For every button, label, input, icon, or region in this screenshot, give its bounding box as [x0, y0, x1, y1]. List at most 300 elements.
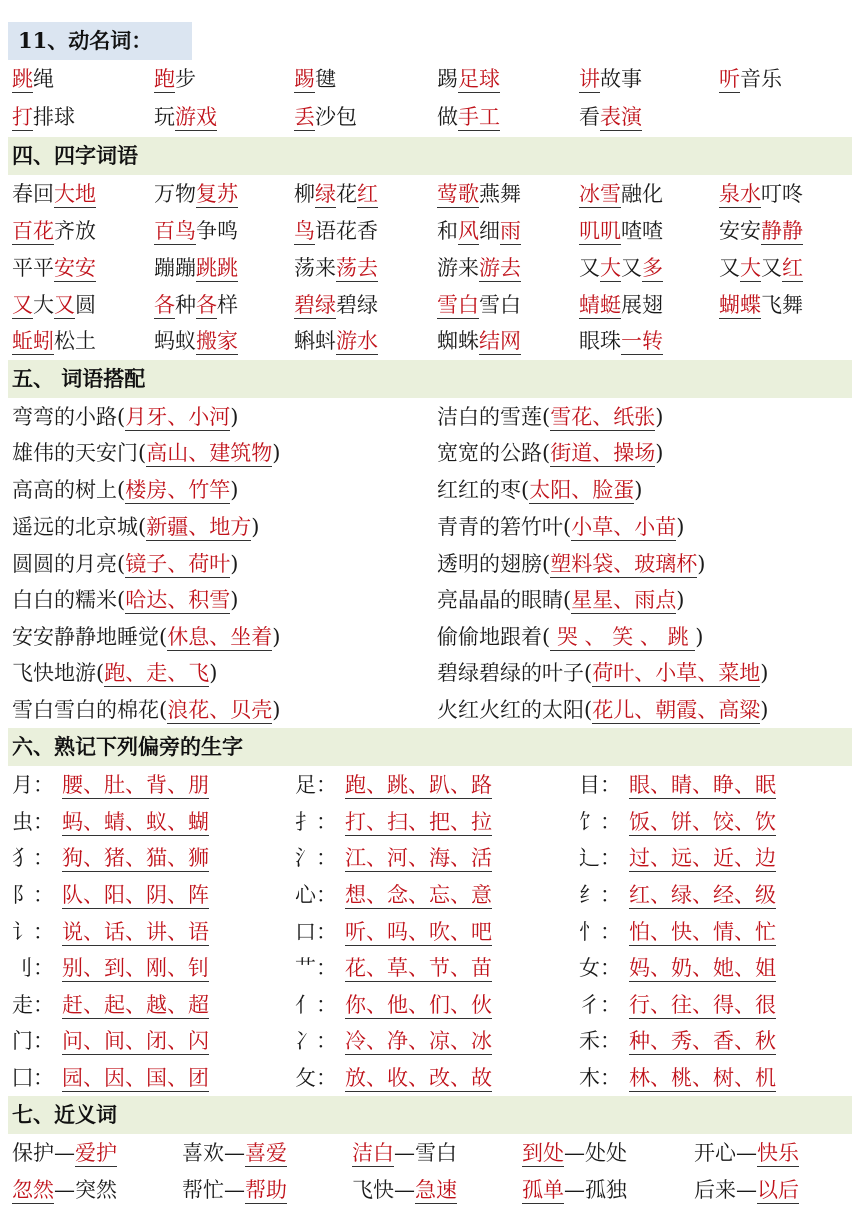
collocation-item [437, 510, 684, 544]
answer-text: 风 [458, 219, 479, 243]
radical-item [295, 1061, 492, 1095]
radical-item [579, 951, 776, 985]
radical-characters: 说、话、讲、语 [62, 920, 209, 944]
radical-row [12, 988, 852, 1024]
answer-text: 搬家 [196, 329, 238, 353]
given-text: 雪白 [415, 1141, 457, 1165]
close-paren: ) [655, 441, 664, 465]
word-item [719, 177, 803, 211]
collocation-answer: 月牙、小河 [125, 405, 231, 429]
answer-text: 大地 [54, 182, 96, 206]
answer-text: 安安 [54, 256, 96, 280]
word-item [154, 62, 196, 96]
radical-characters: 腰、肚、背、朋 [62, 773, 209, 797]
word-item [294, 214, 378, 248]
radical-row [12, 951, 852, 987]
word-item [719, 214, 803, 248]
word-item [12, 214, 96, 248]
given-text: 步 [175, 67, 196, 91]
given-text: 碧绿 [336, 293, 378, 317]
collocation-row [12, 510, 852, 546]
answer-text: 喜爱 [245, 1141, 287, 1165]
collocation-phrase: 亮晶晶的眼睛 [437, 588, 563, 612]
collocation-item [437, 693, 768, 727]
answer-text: 表演 [600, 105, 642, 129]
word-item [719, 251, 803, 285]
given-text: 毽 [315, 67, 336, 91]
collocation-answer: 星星、雨点 [571, 588, 677, 612]
radical-label: 口： [295, 920, 337, 944]
close-paren: ) [676, 588, 685, 612]
collocation-answer: 哈达、积雪 [125, 588, 231, 612]
word-item [352, 1173, 457, 1207]
collocation-answer: 高山、建筑物 [146, 441, 273, 465]
answer-text: 又 [54, 293, 75, 317]
answer-text: 跳跳 [196, 256, 238, 280]
radical-row [12, 915, 852, 951]
given-text: 飞快 [352, 1178, 394, 1202]
open-paren: ( [542, 405, 551, 429]
radical-characters: 跑、跳、趴、路 [345, 773, 492, 797]
given-text: 突然 [75, 1178, 117, 1202]
answer-text: 手工 [458, 105, 500, 129]
collocation-item [12, 510, 259, 544]
collocation-answer: 哭 、 笑 、 跳 [550, 625, 696, 649]
open-paren: ( [584, 661, 593, 685]
radical-item [295, 1024, 492, 1058]
radical-item [12, 1061, 209, 1095]
radical-label: 亻： [295, 993, 337, 1017]
word-item [182, 1173, 287, 1207]
radical-label: 囗： [12, 1066, 54, 1090]
collocation-phrase: 安安静静地睡觉 [12, 625, 159, 649]
answer-text: 讲 [579, 67, 600, 91]
given-text: 眼珠 [579, 329, 621, 353]
collocation-item [12, 436, 280, 470]
collocation-item [437, 400, 663, 434]
radical-characters: 放、收、改、故 [345, 1066, 492, 1090]
open-paren: ( [117, 478, 126, 502]
collocation-row [12, 693, 852, 729]
word-item [579, 251, 663, 285]
radical-characters: 冷、净、凉、冰 [345, 1029, 492, 1053]
given-text: 燕舞 [479, 182, 521, 206]
answer-text: 泉水 [719, 182, 761, 206]
open-paren: ( [117, 552, 126, 576]
answer-text: 足球 [458, 67, 500, 91]
word-item [12, 324, 96, 358]
word-item [154, 214, 238, 248]
word-item [437, 100, 500, 134]
given-text: 孤独 [585, 1178, 627, 1202]
radical-item [295, 915, 492, 949]
word-row [12, 62, 852, 98]
given-text: — [54, 1141, 75, 1165]
answer-text: 打 [12, 105, 33, 129]
close-paren: ) [760, 661, 769, 685]
radical-item [579, 915, 776, 949]
given-text: — [736, 1178, 757, 1202]
open-paren: ( [96, 661, 105, 685]
close-paren: ) [760, 698, 769, 722]
word-row [12, 288, 852, 324]
given-text: 飞舞 [761, 293, 803, 317]
word-row [12, 214, 852, 250]
word-item [579, 177, 663, 211]
given-text: 齐放 [54, 219, 96, 243]
radical-label: 刂： [12, 956, 54, 980]
given-text: 争鸣 [196, 219, 238, 243]
word-item [719, 288, 803, 322]
answer-text: 踢 [294, 67, 315, 91]
given-text: 细 [479, 219, 500, 243]
open-paren: ( [542, 625, 551, 649]
word-item [522, 1173, 627, 1207]
radical-item [12, 1024, 209, 1058]
answer-text: 急速 [415, 1178, 457, 1202]
given-text: — [394, 1178, 415, 1202]
collocation-answer: 塑料袋、玻璃杯 [550, 552, 698, 576]
collocation-answer: 浪花、贝壳 [167, 698, 273, 722]
word-item [294, 288, 378, 322]
close-paren: ) [230, 552, 239, 576]
collocation-item [437, 436, 663, 470]
collocation-row [12, 656, 852, 692]
given-text: 又 [719, 256, 740, 280]
radical-row [12, 768, 852, 804]
radical-item [295, 988, 492, 1022]
answer-text: 丢 [294, 105, 315, 129]
radical-item [12, 915, 209, 949]
collocation-answer: 新疆、地方 [146, 515, 252, 539]
given-text: 绳 [33, 67, 54, 91]
collocation-answer: 休息、坐着 [167, 625, 273, 649]
radical-characters: 妈、奶、她、姐 [629, 956, 776, 980]
section-heading-radicals: 六、熟记下列偏旁的生字 [8, 728, 852, 766]
collocation-row [12, 436, 852, 472]
radical-label: 女： [579, 956, 621, 980]
collocation-row [12, 473, 852, 509]
answer-text: 到处 [522, 1141, 564, 1165]
collocation-answer: 花儿、朝霞、高粱 [592, 698, 761, 722]
given-text: 又 [621, 256, 642, 280]
radical-item [579, 1061, 776, 1095]
answer-text: 孤单 [522, 1178, 564, 1202]
given-text: — [736, 1141, 757, 1165]
given-text: — [394, 1141, 415, 1165]
answer-text: 荡去 [336, 256, 378, 280]
close-paren: ) [230, 588, 239, 612]
collocation-item [437, 583, 684, 617]
given-text: 种 [175, 293, 196, 317]
radical-row [12, 805, 852, 841]
collocation-item [12, 473, 238, 507]
given-text: — [564, 1178, 585, 1202]
answer-text: 忽然 [12, 1178, 54, 1202]
word-row [12, 1173, 852, 1209]
word-item [294, 62, 336, 96]
word-item [437, 251, 521, 285]
word-item [182, 1136, 287, 1170]
collocation-item [12, 656, 217, 690]
radical-characters: 饭、饼、饺、饮 [629, 810, 776, 834]
given-text: 柳 [294, 182, 315, 206]
answer-text: 又 [12, 293, 33, 317]
collocation-phrase: 飞快地游 [12, 661, 96, 685]
open-paren: ( [117, 405, 126, 429]
radical-item [12, 841, 209, 875]
given-text: 排球 [33, 105, 75, 129]
radical-label: 艹： [295, 956, 337, 980]
collocation-phrase: 雄伟的天安门 [12, 441, 138, 465]
collocation-answer: 荷叶、小草、菜地 [592, 661, 761, 685]
given-text: 故事 [600, 67, 642, 91]
radical-characters: 眼、睛、睁、眠 [629, 773, 776, 797]
given-text: 松土 [54, 329, 96, 353]
given-text: 和 [437, 219, 458, 243]
given-text: 叮咚 [761, 182, 803, 206]
section-heading-dongmingci: 11、动名词： [8, 22, 192, 60]
answer-text: 百花 [12, 219, 54, 243]
given-text: 音乐 [740, 67, 782, 91]
collocation-answer: 小草、小苗 [571, 515, 677, 539]
radical-label: 忄： [579, 920, 621, 944]
given-text: 雪白 [479, 293, 521, 317]
radical-label: 辶： [579, 846, 621, 870]
word-item [579, 324, 663, 358]
close-paren: ) [272, 698, 281, 722]
radical-characters: 别、到、刚、钊 [62, 956, 209, 980]
radical-item [12, 768, 209, 802]
radical-label: 扌： [295, 810, 337, 834]
radical-item [295, 878, 492, 912]
given-text: 万物 [154, 182, 196, 206]
collocation-item [437, 620, 703, 654]
close-paren: ) [272, 441, 281, 465]
close-paren: ) [695, 625, 704, 649]
given-text: 蜘蛛 [437, 329, 479, 353]
answer-text: 百鸟 [154, 219, 196, 243]
answer-text: 静静 [761, 219, 803, 243]
given-text: 春回 [12, 182, 54, 206]
word-item [437, 177, 521, 211]
radical-label: 木： [579, 1066, 621, 1090]
close-paren: ) [272, 625, 281, 649]
close-paren: ) [251, 515, 260, 539]
given-text: 保护 [12, 1141, 54, 1165]
collocation-item [437, 656, 768, 690]
word-row [12, 177, 852, 213]
radical-row [12, 1024, 852, 1060]
close-paren: ) [655, 405, 664, 429]
close-paren: ) [209, 661, 218, 685]
given-text: 安安 [719, 219, 761, 243]
answer-text: 红 [782, 256, 803, 280]
word-item [579, 288, 663, 322]
answer-text: 鸟 [294, 219, 315, 243]
radical-label: 走： [12, 993, 54, 1017]
radical-label: 讠： [12, 920, 54, 944]
radical-label: 足： [295, 773, 337, 797]
answer-text: 碧绿 [294, 293, 336, 317]
collocation-row [12, 583, 852, 619]
given-text: 圆 [75, 293, 96, 317]
radical-item [579, 841, 776, 875]
collocation-phrase: 遥远的北京城 [12, 515, 138, 539]
open-paren: ( [138, 441, 147, 465]
word-item [294, 251, 378, 285]
collocation-answer: 镜子、荷叶 [125, 552, 231, 576]
radical-characters: 江、河、海、活 [345, 846, 492, 870]
given-text: 又 [579, 256, 600, 280]
given-text: 处处 [585, 1141, 627, 1165]
radical-item [579, 878, 776, 912]
word-item [694, 1173, 799, 1207]
collocation-item [437, 473, 642, 507]
word-item [154, 177, 238, 211]
collocation-phrase: 高高的树上 [12, 478, 117, 502]
collocation-phrase: 火红火红的太阳 [437, 698, 584, 722]
radical-row [12, 1061, 852, 1097]
collocation-phrase: 红红的枣 [437, 478, 521, 502]
answer-text: 绿 [315, 182, 336, 206]
radical-item [295, 841, 492, 875]
open-paren: ( [584, 698, 593, 722]
answer-text: 蝴蝶 [719, 293, 761, 317]
radical-row [12, 878, 852, 914]
collocation-answer: 楼房、竹竿 [125, 478, 231, 502]
word-item [294, 177, 378, 211]
given-text: 沙包 [315, 105, 357, 129]
word-item [12, 177, 96, 211]
given-text: — [224, 1178, 245, 1202]
word-item [154, 251, 238, 285]
given-text: — [564, 1141, 585, 1165]
close-paren: ) [230, 405, 239, 429]
answer-text: 洁白 [352, 1141, 394, 1165]
answer-text: 多 [642, 256, 663, 280]
collocation-row [12, 620, 852, 656]
radical-label: 攵： [295, 1066, 337, 1090]
given-text: 开心 [694, 1141, 736, 1165]
radical-characters: 蚂、蜻、蚁、蝴 [62, 810, 209, 834]
radical-label: 月： [12, 773, 54, 797]
radical-label: 禾： [579, 1029, 621, 1053]
radical-characters: 过、远、近、边 [629, 846, 776, 870]
given-text: 样 [217, 293, 238, 317]
radical-label: 阝： [12, 883, 54, 907]
radical-item [12, 988, 209, 1022]
radical-characters: 怕、快、情、忙 [629, 920, 776, 944]
radical-characters: 打、扫、把、拉 [345, 810, 492, 834]
close-paren: ) [697, 552, 706, 576]
radical-label: 彳： [579, 993, 621, 1017]
given-text: 看 [579, 105, 600, 129]
word-item [579, 100, 642, 134]
open-paren: ( [521, 478, 530, 502]
radical-characters: 队、阳、阴、阵 [62, 883, 209, 907]
word-item [437, 214, 521, 248]
answer-text: 爱护 [75, 1141, 117, 1165]
radical-label: 氵： [295, 846, 337, 870]
collocation-answer: 跑、走、飞 [104, 661, 210, 685]
radical-item [295, 805, 492, 839]
radical-label: 心： [295, 883, 337, 907]
section-heading-synonyms: 七、近义词 [8, 1096, 852, 1134]
given-text: 蹦蹦 [154, 256, 196, 280]
open-paren: ( [138, 515, 147, 539]
collocation-item [12, 693, 280, 727]
answer-text: 跳 [12, 67, 33, 91]
collocation-phrase: 圆圆的月亮 [12, 552, 117, 576]
given-text: 又 [761, 256, 782, 280]
collocation-answer: 街道、操场 [550, 441, 656, 465]
radical-characters: 种、秀、香、秋 [629, 1029, 776, 1053]
radical-characters: 问、间、闭、闪 [62, 1029, 209, 1053]
word-row [12, 251, 852, 287]
radical-characters: 园、因、国、团 [62, 1066, 209, 1090]
answer-text: 结网 [479, 329, 521, 353]
answer-text: 游戏 [175, 105, 217, 129]
radical-item [579, 988, 776, 1022]
word-item [294, 324, 378, 358]
word-item [437, 288, 521, 322]
answer-text: 各 [196, 293, 217, 317]
answer-text: 游去 [479, 256, 521, 280]
answer-text: 蜻蜓 [579, 293, 621, 317]
collocation-phrase: 青青的箬竹叶 [437, 515, 563, 539]
collocation-item [437, 547, 705, 581]
radical-label: 门： [12, 1029, 54, 1053]
radical-label: 虫： [12, 810, 54, 834]
radical-row [12, 841, 852, 877]
collocation-row [12, 547, 852, 583]
collocation-item [12, 620, 280, 654]
given-text: 后来 [694, 1178, 736, 1202]
given-text: 大 [33, 293, 54, 317]
collocation-phrase: 弯弯的小路 [12, 405, 117, 429]
given-text: 展翅 [621, 293, 663, 317]
given-text: 语花香 [315, 219, 378, 243]
collocation-phrase: 宽宽的公路 [437, 441, 542, 465]
answer-text: 以后 [757, 1178, 799, 1202]
given-text: 花 [336, 182, 357, 206]
given-text: 踢 [437, 67, 458, 91]
collocation-item [12, 547, 238, 581]
collocation-phrase: 偷偷地跟着 [437, 625, 542, 649]
given-text: 融化 [621, 182, 663, 206]
word-item [522, 1136, 627, 1170]
radical-label: 饣： [579, 810, 621, 834]
given-text: 蚂蚁 [154, 329, 196, 353]
answer-text: 各 [154, 293, 175, 317]
word-item [154, 100, 217, 134]
collocation-phrase: 白白的糯米 [12, 588, 117, 612]
answer-text: 雨 [500, 219, 521, 243]
word-item [12, 62, 54, 96]
radical-label: 目： [579, 773, 621, 797]
open-paren: ( [159, 625, 168, 649]
answer-text: 莺歌 [437, 182, 479, 206]
open-paren: ( [563, 515, 572, 539]
word-item [294, 100, 357, 134]
answer-text: 跑 [154, 67, 175, 91]
radical-label: 犭： [12, 846, 54, 870]
radical-item [295, 951, 492, 985]
section-heading-four-char: 四、四字词语 [8, 137, 852, 175]
word-row [12, 100, 852, 136]
given-text: 喜欢 [182, 1141, 224, 1165]
